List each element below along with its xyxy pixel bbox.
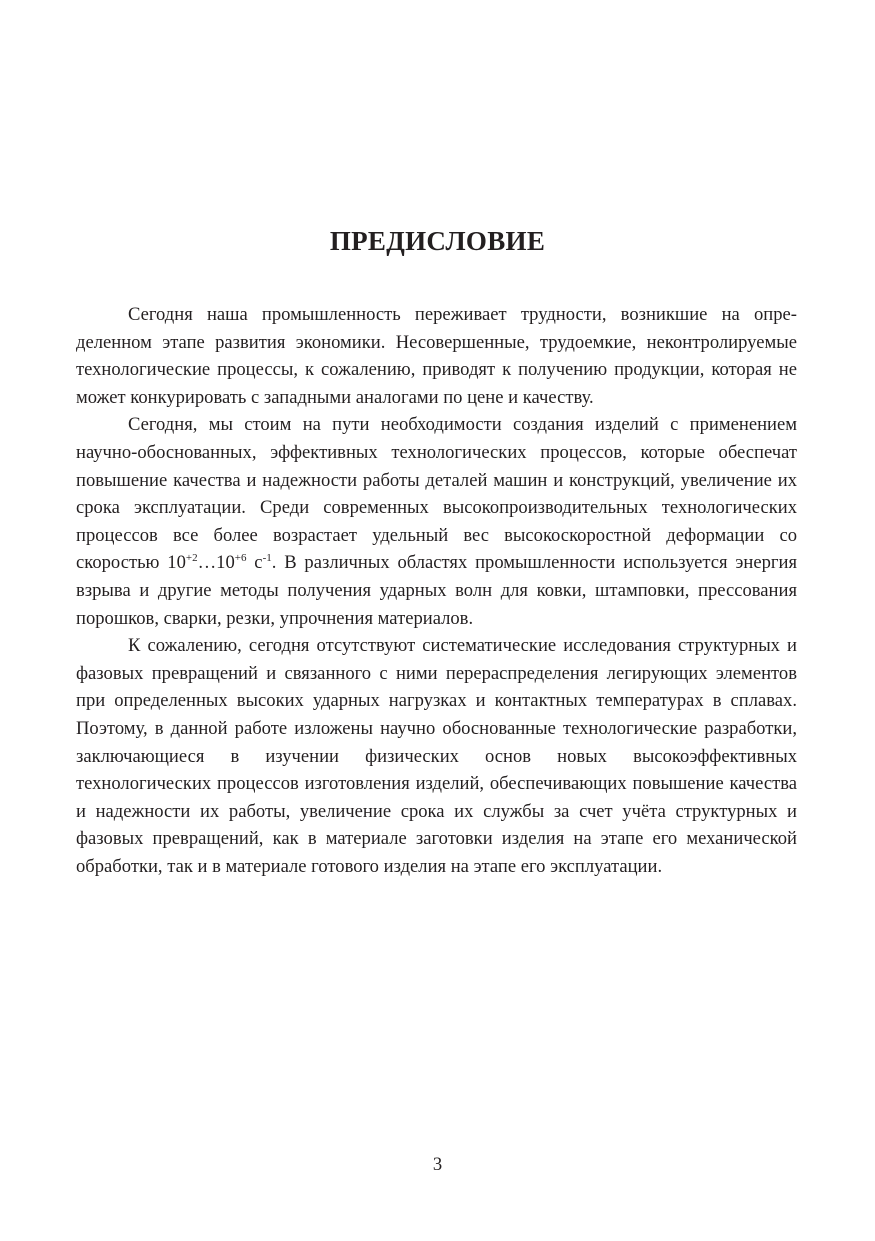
paragraph-3: К сожалению, сегодня отсутствуют систематические исследования структурных и фазовых превращений и связанного с ними перераспределения легирующих элементов при определенных высоких ударных нагрузках и контактных температурах в сплавах. Поэтому, в данной работе изложены научно обоснованные технологические разработки, заключающиеся в изучении физических основ новых высокоэффективных технологических процессов изготовления изделий, обеспечивающих повышение качества и надежности их работы, увеличение срока их службы за счет учёта структурных и фазовых превращений, как в материале заготовки изделия на этапе его механической обработки, так и в материале готового изделия на этапе его эксплуатации. <box>76 635 797 877</box>
page-title: ПРЕДИСЛОВИЕ <box>329 226 546 256</box>
paragraph-2-text-after: . В различных областях промышленности используется энергия взрыва и другие методы получения ударных волн для ковки, штамповки, прессования порошков, сварки, резки, упрочнения материалов. <box>76 552 797 629</box>
unit-base: с <box>246 552 263 574</box>
rate-from-exponent: +2 <box>185 552 198 565</box>
paragraph-2-text-before: Сегодня, мы стоим на пути необходимости создания изделий с применением научно-обоснованных, эффективных технологических процессов, которые обеспечат повышение качества и надежности работы деталей машин и конструкций, увеличение их срока эксплуатации. Среди современных высокопроизводительных технологических процессов все более возрастает удельный вес высокоскоростной деформации со скоростью <box>76 414 797 574</box>
paragraph-2 <box>76 411 797 632</box>
unit-exponent: -1 <box>262 552 272 565</box>
rate-to-exponent: +6 <box>234 552 247 565</box>
rate-to-base: 10 <box>216 552 235 574</box>
preface-body <box>76 301 797 880</box>
rate-separator: … <box>197 552 217 574</box>
rate-from-base: 10 <box>167 552 186 574</box>
page-number: 3 <box>432 1154 443 1175</box>
paragraph-1: Сегодня наша промышленность переживает трудности, возникшие на определенном этапе развития экономики. Несовершенные, трудоемкие, неконтролируемые технологические процессы, к сожалению, приводят к получению продукции, которая не может конкурировать с западными аналогами по цене и качеству. <box>76 304 797 408</box>
